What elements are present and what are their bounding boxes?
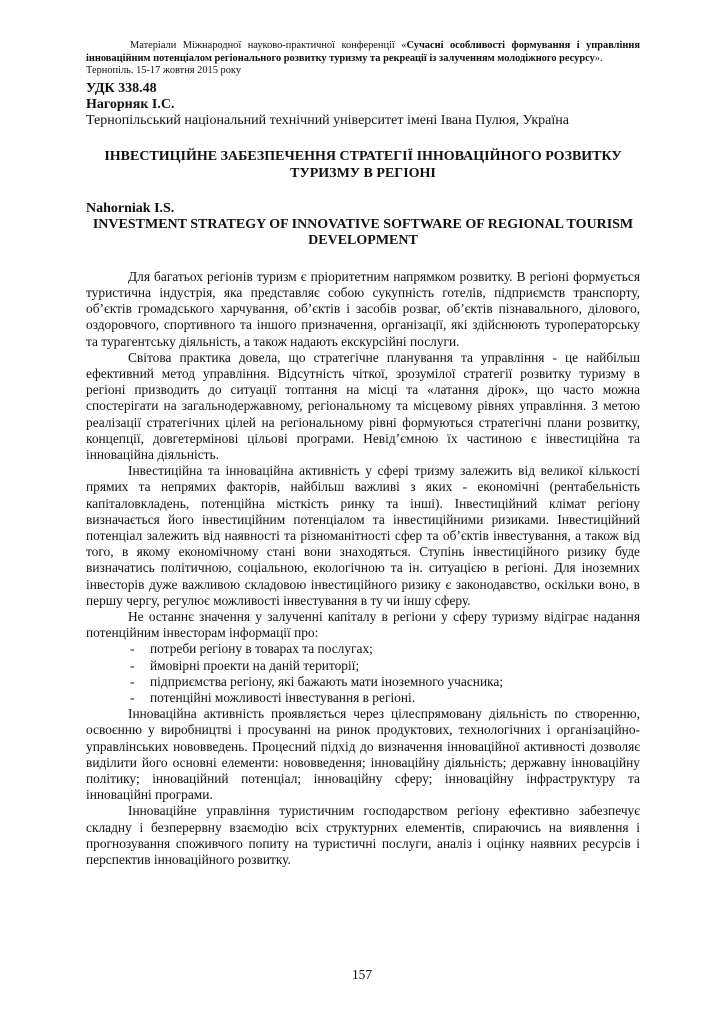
paragraph: Не останнє значення у залученні капіталу в регіони у сферу туризму відіграє надання потенційним інвесторам інформації про: bbox=[86, 609, 640, 641]
list-dash: - bbox=[130, 690, 135, 706]
list-dash: - bbox=[130, 673, 135, 689]
header-location-date: Тернопіль. 15-17 жовтня 2015 року bbox=[86, 65, 242, 77]
list-item-text: потреби регіону в товарах та послугах; bbox=[150, 641, 373, 657]
list-item-text: потенційні можливості інвестування в регіоні. bbox=[150, 690, 416, 706]
list-item bbox=[86, 658, 640, 674]
paragraph: Інноваційна активність проявляється через цілеспрямовану діяльність по створенню, освоєнню у виробництві і просуванні на ринок продуктових, технологічних і організаційно-управлінських нововведень. Процесний підхід до визначення інноваційної активності дозволяє виділити його основні елементи: нововведення; інноваційну діяльність; державну інноваційну політику; інноваційний потенціал; інноваційну сферу; інноваційну інфраструктуру та інноваційні програми. bbox=[86, 706, 640, 803]
list-item-text: ймовірні проекти на даній території; bbox=[150, 657, 360, 673]
document-page bbox=[86, 40, 640, 868]
paragraph: Інноваційне управління туристичним господарством регіону ефективно забезпечує складну і безперервну взаємодію всіх структурних елементів, спираючись на виявлення і прогнозування споживчого попиту на туристичні послуги, аналіз і оцінку наявних ресурсів і перспектив інноваційного розвитку. bbox=[86, 803, 640, 868]
list-dash: - bbox=[130, 641, 135, 657]
list-item-text: підприємства регіону, які бажають мати іноземного учасника; bbox=[150, 673, 504, 689]
info-list bbox=[86, 641, 640, 706]
list-item bbox=[86, 690, 640, 706]
author-ua: Нагорняк І.С. bbox=[86, 96, 175, 112]
paragraph: Для багатьох регіонів туризм є пріоритетним напрямком розвитку. В регіоні формується туристична індустрія, яка представляє собою сукупність готелів, підприємств транспорту, об’єктів громадського харчування, об’єктів і засобів розваг, об’єктів пізнавального, ділового, оздоровчого, спортивного та іншого призначення, організації, які здійснюють туроператорську та турагентську діяльність, а також надають екскурсійні послуги. bbox=[86, 268, 640, 349]
list-item bbox=[86, 674, 640, 690]
paragraph: Світова практика довела, що стратегічне планування та управління - це найбільш ефективний метод управління. Відсутність чіткої, зрозумілої стратегії розвитку туризму в регіоні призводить до ситуації топтання на місці та «латання дірок», що часто можна спостерігати на загальнодержавному, регіональному та місцевому рівнях управління. З метою реалізації стратегічних цілей на регіональному рівні формуються стратегічні плани розвитку, концепції, довгетермінові цільові програми. Невід’ємною їх частиною є інвестиційна та інноваційна діяльність. bbox=[86, 349, 640, 463]
conference-header bbox=[86, 40, 640, 78]
affiliation: Тернопільський національний технічний університет імені Івана Пулюя, Україна bbox=[86, 112, 569, 128]
header-suffix: ». bbox=[594, 52, 603, 64]
title-en: INVESTMENT STRATEGY OF INNOVATIVE SOFTWARE OF REGIONAL TOURISM DEVELOPMENT bbox=[92, 216, 634, 249]
page-number: 157 bbox=[351, 967, 373, 982]
list-dash: - bbox=[130, 657, 135, 673]
udc-code: УДК 338.48 bbox=[86, 80, 157, 96]
header-prefix: Матеріали Міжнародної науково-практичної конференції « bbox=[130, 40, 407, 51]
article-body bbox=[86, 269, 640, 869]
list-item bbox=[86, 641, 640, 657]
header-conference-title: Сучасні особливості формування і управління інноваційним потенціалом регіонального розвитку туризму та рекреації із залученням молодіжного ресурсу bbox=[86, 40, 640, 64]
author-en: Nahorniak I.S. bbox=[86, 200, 175, 216]
paragraph: Інвестиційна та інноваційна активність у сфері тризму залежить від великої кількості прямих та непрямих факторів, найбільш важливі з яких - економічні (рентабельність капіталовкладень, потенційна місткість ринку та інші). Інвестиційний клімат регіону визначається його інвестиційним потенціалом та інвестиційними ризиками. Інвестиційний потенціал залежить від наявності та різноманітності сфер та об’єктів інвестування, а також від того, в якому економічному стані вони знаходяться. Ступінь інвестиційного ризику буде визначатись політичною, соціальною, екологічною та ін. ситуацією в регіоні. Для іноземних інвесторів дуже важливою складовою інвестиційного ризику є законодавство, оскільки воно, в першу чергу, регулює можливості інвестування в ту чи іншу сферу. bbox=[86, 463, 640, 608]
title-ua: ІНВЕСТИЦІЙНЕ ЗАБЕЗПЕЧЕННЯ СТРАТЕГІЇ ІННОВАЦІЙНОГО РОЗВИТКУ ТУРИЗМУ В РЕГІОНІ bbox=[104, 148, 622, 181]
